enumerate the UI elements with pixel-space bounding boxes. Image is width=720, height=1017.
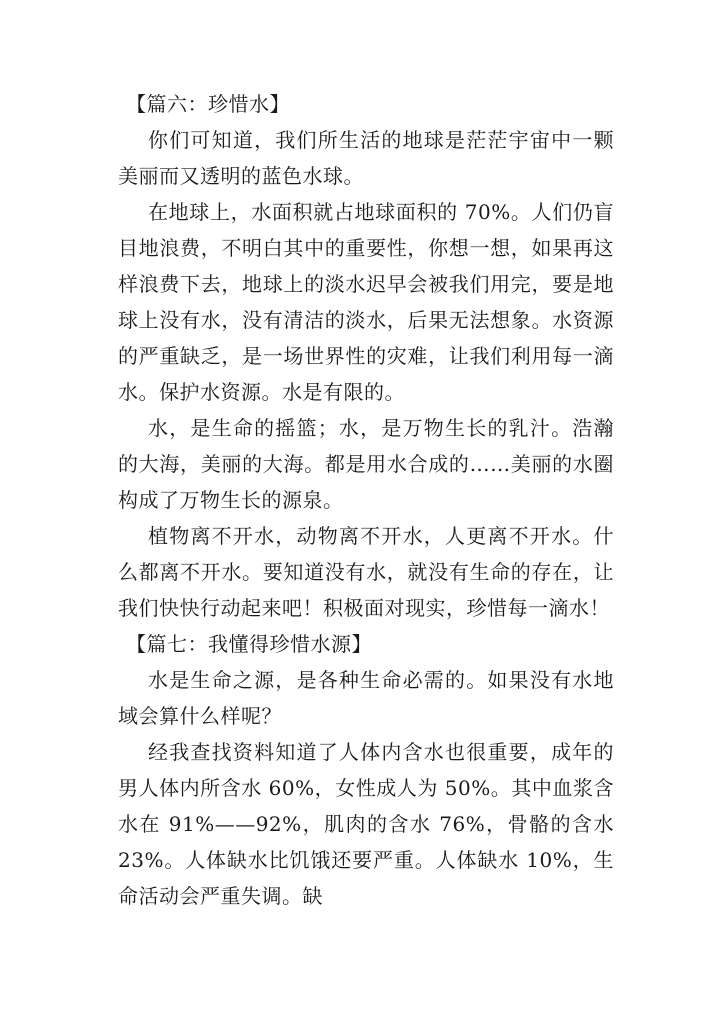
paragraph: 水是生命之源，是各种生命必需的。如果没有水地域会算什么样呢？ xyxy=(118,668,614,728)
document-body xyxy=(118,86,614,914)
paragraph: 水，是生命的摇篮；水，是万物生长的乳汁。浩瀚的大海，美丽的大海。都是用水合成的……美丽的水圈构成了万物生长的源泉。 xyxy=(118,416,614,512)
section-heading-2: 【篇七：我懂得珍惜水源】 xyxy=(126,632,372,656)
paragraph: 经我查找资料知道了人体内含水也很重要，成年的男人体内所含水 60%，女性成人为 50%。其中血浆含水在 91%——92%，肌肉的含水 76%，骨骼的含水 23%。人体缺水比饥饿还要严重。人体缺水 10%，生命活动会严重失调。缺 xyxy=(118,740,614,908)
section-heading-1: 【篇六：珍惜水】 xyxy=(126,92,290,116)
paragraph: 植物离不开水，动物离不开水，人更离不开水。什么都离不开水。要知道没有水，就没有生命的存在，让我们快快行动起来吧！积极面对现实，珍惜每一滴水！ xyxy=(118,524,614,620)
paragraph: 在地球上，水面积就占地球面积的 70%。人们仍盲目地浪费，不明白其中的重要性，你想一想，如果再这样浪费下去，地球上的淡水迟早会被我们用完，要是地球上没有水，没有清洁的淡水，后果无法想象。水资源的严重缺乏，是一场世界性的灾难，让我们利用每一滴水。保护水资源。水是有限的。 xyxy=(118,200,614,404)
paragraph: 你们可知道，我们所生活的地球是茫茫宇宙中一颗美丽而又透明的蓝色水球。 xyxy=(118,128,614,188)
